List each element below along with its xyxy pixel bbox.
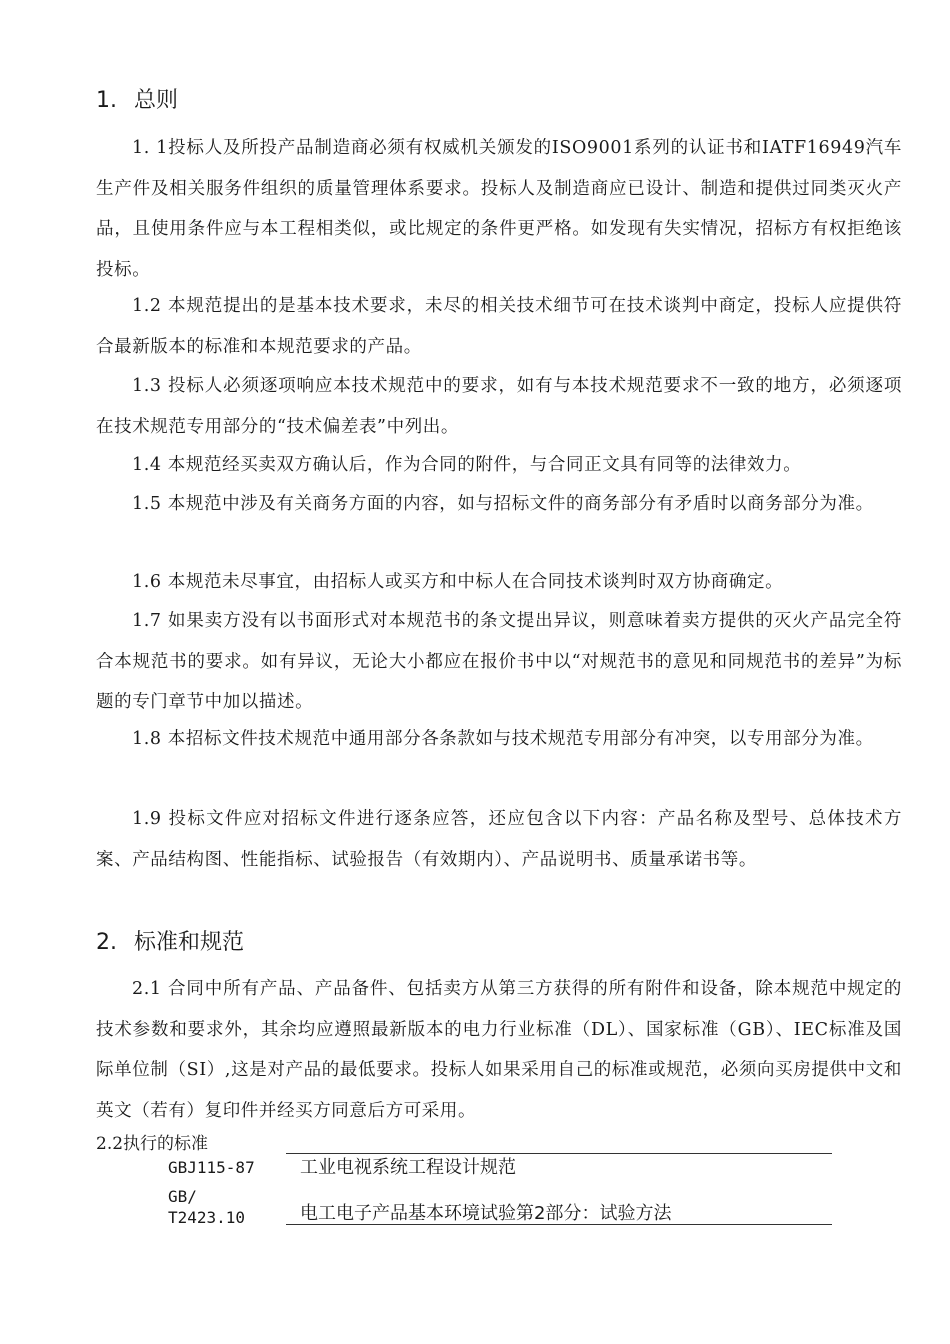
paragraph-1-8: 1.8 本招标文件技术规范中通用部分各条款如与技术规范专用部分有冲突，以专用部分为准。 <box>132 729 874 749</box>
section-2-title: 标准和规范 <box>134 930 245 955</box>
standard-row <box>96 1186 836 1226</box>
paragraph-1-3: 1.3 投标人必须逐项响应本技术规范中的要求，如有与本技术规范要求不一致的地方，必须逐项在技术规范专用部分的“技术偏差表”中列出。 <box>96 376 902 437</box>
standard-name: 电工电子产品基本环境试验第2部分：试验方法 <box>300 1203 672 1224</box>
section-1-title: 总则 <box>134 88 179 113</box>
paragraph-2-1: 2.1 合同中所有产品、产品备件、包括卖方从第三方获得的所有附件和设备，除本规范中规定的技术参数和要求外，其余均应遵照最新版本的电力行业标准（DL）、国家标准（GB）、IEC标准及国际单位制（SI）,这是对产品的最低要求。投标人如果采用自己的标准或规范，必须向买房提供中文和英文（若有）复印件并经买方同意后方可采用。 <box>96 979 902 1121</box>
paragraph-1-5: 1.5 本规范中涉及有关商务方面的内容，如与招标文件的商务部分有矛盾时以商务部分为准。 <box>132 494 874 514</box>
paragraph-1-1: 1. 1投标人及所投产品制造商必须有权威机关颁发的ISO9001系列的认证书和IATF16949汽车生产件及相关服务件组织的质量管理体系要求。投标人及制造商应已设计、制造和提供过同类灭火产品，且使用条件应与本工程相类似，或比规定的条件更严格。如发现有失实情况，招标方有权拒绝该投标。 <box>96 138 902 280</box>
paragraph-1-6: 1.6 本规范未尽事宜，由招标人或买方和中标人在合同技术谈判时双方协商确定。 <box>132 572 784 592</box>
standard-code: GBJ115-87 <box>168 1158 255 1177</box>
standard-code: GB/ T2423.10 <box>168 1187 246 1224</box>
section-1-heading <box>96 86 178 116</box>
paragraph-1-2: 1.2 本规范提出的是基本技术要求，未尽的相关技术细节可在技术谈判中商定，投标人应提供符合最新版本的标准和本规范要求的产品。 <box>96 296 902 357</box>
section-2-number: 2. <box>96 930 117 955</box>
section-1-number: 1. <box>96 88 117 113</box>
paragraph-1-4: 1.4 本规范经买卖双方确认后，作为合同的附件，与合同正文具有同等的法律效力。 <box>132 455 802 475</box>
section-2-heading <box>96 928 244 958</box>
table-rule-bottom <box>286 1224 832 1225</box>
paragraph-1-7: 1.7 如果卖方没有以书面形式对本规范书的条文提出异议，则意味着卖方提供的灭火产品完全符合本规范书的要求。如有异议，无论大小都应在报价书中以“对规范书的意见和同规范书的差异”为标题的专门章节中加以描述。 <box>96 611 902 712</box>
standards-subheading: 2.2执行的标准 <box>96 1134 209 1154</box>
paragraph-1-9: 1.9 投标文件应对招标文件进行逐条应答，还应包含以下内容：产品名称及型号、总体技术方案、产品结构图、性能指标、试验报告（有效期内）、产品说明书、质量承诺书等。 <box>96 809 902 870</box>
standard-name: 工业电视系统工程设计规范 <box>300 1157 516 1178</box>
